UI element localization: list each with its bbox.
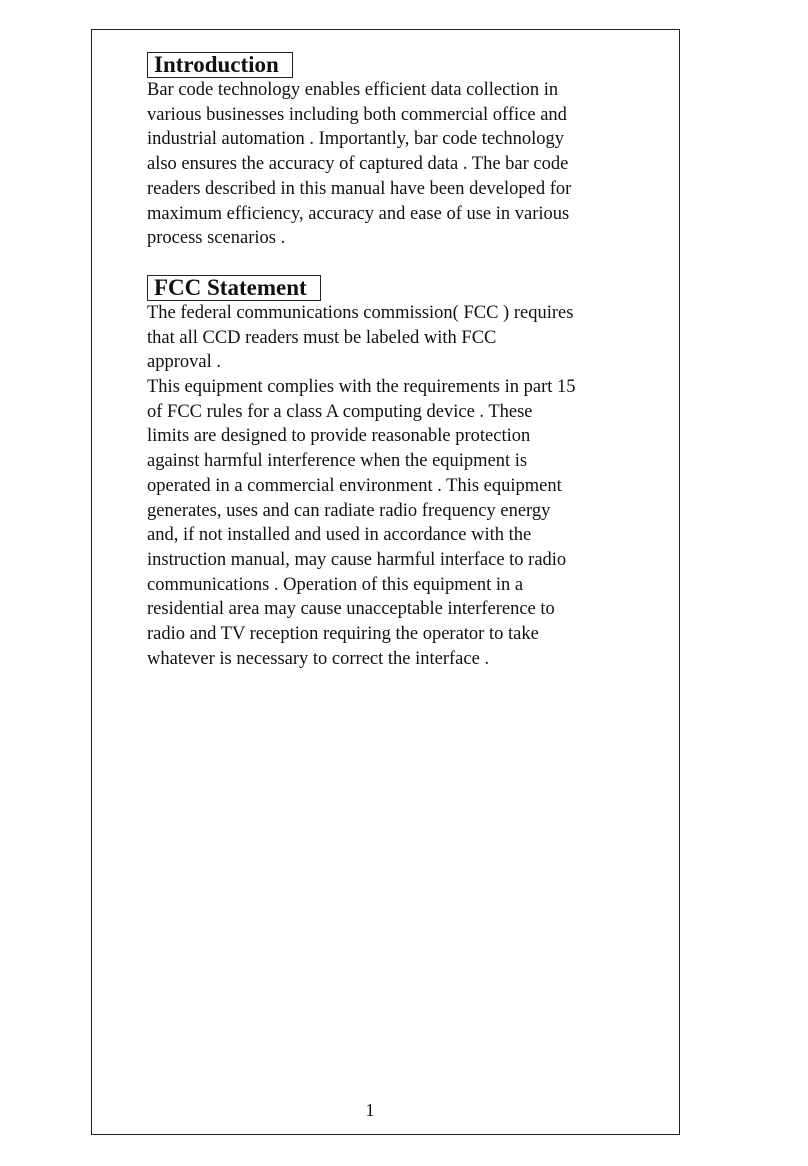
page-number: 1 (365, 1100, 375, 1120)
page-content (147, 52, 637, 671)
introduction-heading: Introduction (147, 52, 293, 78)
fcc-compliance-paragraph: This equipment complies with the requirements in part 15 of FCC rules for a class A computing device . These limits are designed to provide reasonable protection against harmful interference when the equipment is operated in a commercial environment . This equipment generates, uses and can radiate radio frequency energy and, if not installed and used in accordance with the instruction manual, may cause harmful interface to radio communications . Operation of this equipment in a residential area may cause unacceptable interference to radio and TV reception requiring the operator to take whatever is necessary to correct the interface . (147, 377, 576, 669)
introduction-paragraph: Bar code technology enables efficient data collection in various businesses including both commercial office and industrial automation . Importantly, bar code technology also ensures the accuracy of captured data . The bar code readers described in this manual have been developed for maximum efficiency, accuracy and ease of use in various process scenarios . (147, 80, 572, 249)
fcc-approval-paragraph: The federal communications commission( FCC ) requires that all CCD readers must be labeled with FCC approval . (147, 302, 574, 373)
fcc-statement-section (147, 275, 637, 672)
fcc-statement-heading: FCC Statement (147, 275, 321, 301)
introduction-section (147, 52, 637, 251)
